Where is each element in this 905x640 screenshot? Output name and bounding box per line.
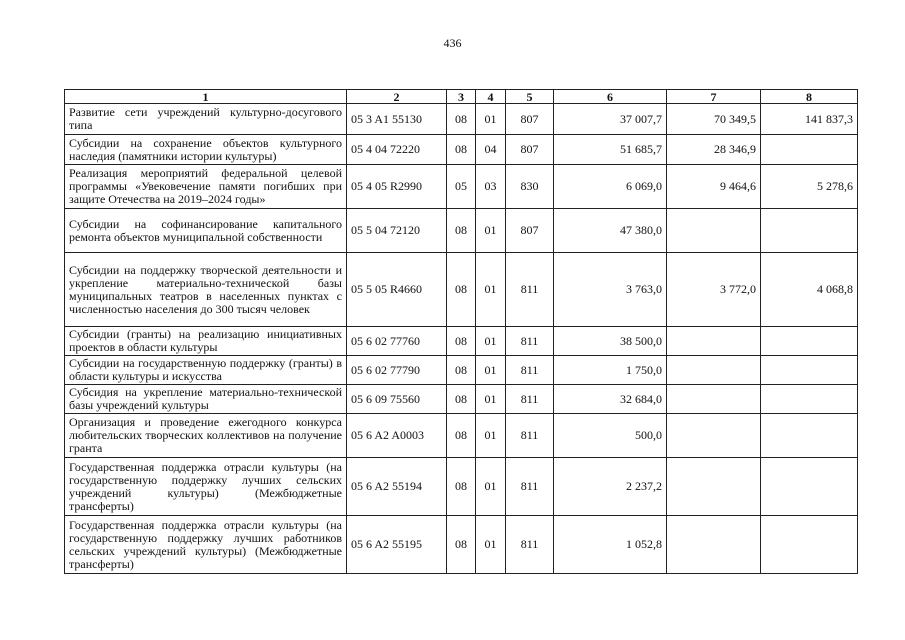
amount-col8-cell: [761, 327, 858, 356]
target-article-cell: 05 4 04 72220: [347, 135, 447, 165]
amount-col7-cell: [667, 516, 761, 574]
amount-col8-cell: [761, 385, 858, 414]
subsection-cell: 01: [476, 516, 506, 574]
amount-col7-cell: 70 349,5: [667, 104, 761, 135]
target-article-cell: 05 3 A1 55130: [347, 104, 447, 135]
description-cell: Субсидии на государственную поддержку (гранты) в области культуры и искусства: [65, 356, 347, 385]
expense-type-cell: 811: [506, 356, 554, 385]
target-article-cell: 05 5 04 72120: [347, 209, 447, 253]
amount-col8-cell: 4 068,8: [761, 253, 858, 327]
description-cell: Организация и проведение ежегодного конкурса любительских творческих коллективов на получение гранта: [65, 414, 347, 458]
description-cell: Государственная поддержка отрасли культуры (на государственную поддержку лучших сельских учреждений культуры) (Межбюджетные трансферты): [65, 458, 347, 516]
header-cell: 3: [447, 90, 476, 104]
subsection-cell: 01: [476, 458, 506, 516]
section-cell: 08: [447, 458, 476, 516]
amount-col6-cell: 6 069,0: [554, 165, 667, 209]
subsection-cell: 01: [476, 356, 506, 385]
subsection-cell: 01: [476, 209, 506, 253]
target-article-cell: 05 6 02 77790: [347, 356, 447, 385]
amount-col7-cell: [667, 356, 761, 385]
header-row: [65, 90, 858, 104]
section-cell: 08: [447, 104, 476, 135]
expense-type-cell: 811: [506, 516, 554, 574]
section-cell: 08: [447, 209, 476, 253]
header-cell: 4: [476, 90, 506, 104]
header-cell: 7: [667, 90, 761, 104]
subsection-cell: 01: [476, 385, 506, 414]
section-cell: 05: [447, 165, 476, 209]
amount-col6-cell: 1 052,8: [554, 516, 667, 574]
amount-col8-cell: [761, 458, 858, 516]
table-row: [65, 253, 858, 327]
description-cell: Субсидии на софинансирование капитального ремонта объектов муниципальной собственности: [65, 209, 347, 253]
target-article-cell: 05 6 A2 55195: [347, 516, 447, 574]
subsection-cell: 01: [476, 327, 506, 356]
table-row: [65, 516, 858, 574]
target-article-cell: 05 6 09 75560: [347, 385, 447, 414]
page-number: 436: [443, 36, 462, 50]
expense-type-cell: 811: [506, 458, 554, 516]
amount-col8-cell: [761, 414, 858, 458]
amount-col6-cell: 500,0: [554, 414, 667, 458]
subsection-cell: 04: [476, 135, 506, 165]
amount-col8-cell: [761, 516, 858, 574]
section-cell: 08: [447, 385, 476, 414]
subsection-cell: 01: [476, 414, 506, 458]
expense-type-cell: 807: [506, 104, 554, 135]
table-row: [65, 209, 858, 253]
amount-col8-cell: [761, 356, 858, 385]
target-article-cell: 05 6 A2 A0003: [347, 414, 447, 458]
target-article-cell: 05 6 02 77760: [347, 327, 447, 356]
table-row: [65, 135, 858, 165]
expense-type-cell: 811: [506, 385, 554, 414]
header-cell: 5: [506, 90, 554, 104]
target-article-cell: 05 6 A2 55194: [347, 458, 447, 516]
section-cell: 08: [447, 356, 476, 385]
target-article-cell: 05 4 05 R2990: [347, 165, 447, 209]
description-cell: Субсидии на сохранение объектов культурного наследия (памятники истории культуры): [65, 135, 347, 165]
amount-col6-cell: 3 763,0: [554, 253, 667, 327]
table-row: [65, 104, 858, 135]
expense-type-cell: 811: [506, 327, 554, 356]
amount-col7-cell: [667, 414, 761, 458]
table-row: [65, 385, 858, 414]
amount-col7-cell: 3 772,0: [667, 253, 761, 327]
amount-col6-cell: 1 750,0: [554, 356, 667, 385]
amount-col8-cell: 5 278,6: [761, 165, 858, 209]
description-cell: Реализация мероприятий федеральной целевой программы «Увековечение памяти погибших при защите Отечества на 2019–2024 годы»: [65, 165, 347, 209]
table-row: [65, 327, 858, 356]
target-article-cell: 05 5 05 R4660: [347, 253, 447, 327]
description-cell: Субсидии (гранты) на реализацию инициативных проектов в области культуры: [65, 327, 347, 356]
subsection-cell: 01: [476, 104, 506, 135]
expense-type-cell: 807: [506, 135, 554, 165]
amount-col6-cell: 51 685,7: [554, 135, 667, 165]
header-cell: 8: [761, 90, 858, 104]
table-row: [65, 356, 858, 385]
amount-col8-cell: [761, 135, 858, 165]
description-cell: Государственная поддержка отрасли культуры (на государственную поддержку лучших работников сельских учреждений культуры) (Межбюджетные трансферты): [65, 516, 347, 574]
amount-col7-cell: [667, 327, 761, 356]
amount-col7-cell: 28 346,9: [667, 135, 761, 165]
amount-col8-cell: [761, 209, 858, 253]
amount-col6-cell: 37 007,7: [554, 104, 667, 135]
amount-col8-cell: 141 837,3: [761, 104, 858, 135]
section-cell: 08: [447, 516, 476, 574]
description-cell: Субсидия на укрепление материально-технической базы учреждений культуры: [65, 385, 347, 414]
expense-type-cell: 807: [506, 209, 554, 253]
amount-col7-cell: [667, 209, 761, 253]
section-cell: 08: [447, 327, 476, 356]
expense-type-cell: 811: [506, 253, 554, 327]
subsection-cell: 01: [476, 253, 506, 327]
table-row: [65, 414, 858, 458]
table-row: [65, 165, 858, 209]
table-row: [65, 458, 858, 516]
description-cell: Развитие сети учреждений культурно-досугового типа: [65, 104, 347, 135]
header-cell: 1: [65, 90, 347, 104]
budget-table: [64, 89, 858, 574]
section-cell: 08: [447, 253, 476, 327]
amount-col7-cell: [667, 385, 761, 414]
amount-col6-cell: 47 380,0: [554, 209, 667, 253]
amount-col6-cell: 32 684,0: [554, 385, 667, 414]
section-cell: 08: [447, 135, 476, 165]
header-cell: 6: [554, 90, 667, 104]
expense-type-cell: 830: [506, 165, 554, 209]
header-cell: 2: [347, 90, 447, 104]
description-cell: Субсидии на поддержку творческой деятельности и укрепление материально-технической базы муниципальных театров в населенных пунктах с численностью населения до 300 тысяч человек: [65, 253, 347, 327]
expense-type-cell: 811: [506, 414, 554, 458]
section-cell: 08: [447, 414, 476, 458]
subsection-cell: 03: [476, 165, 506, 209]
amount-col7-cell: 9 464,6: [667, 165, 761, 209]
amount-col6-cell: 38 500,0: [554, 327, 667, 356]
amount-col6-cell: 2 237,2: [554, 458, 667, 516]
amount-col7-cell: [667, 458, 761, 516]
